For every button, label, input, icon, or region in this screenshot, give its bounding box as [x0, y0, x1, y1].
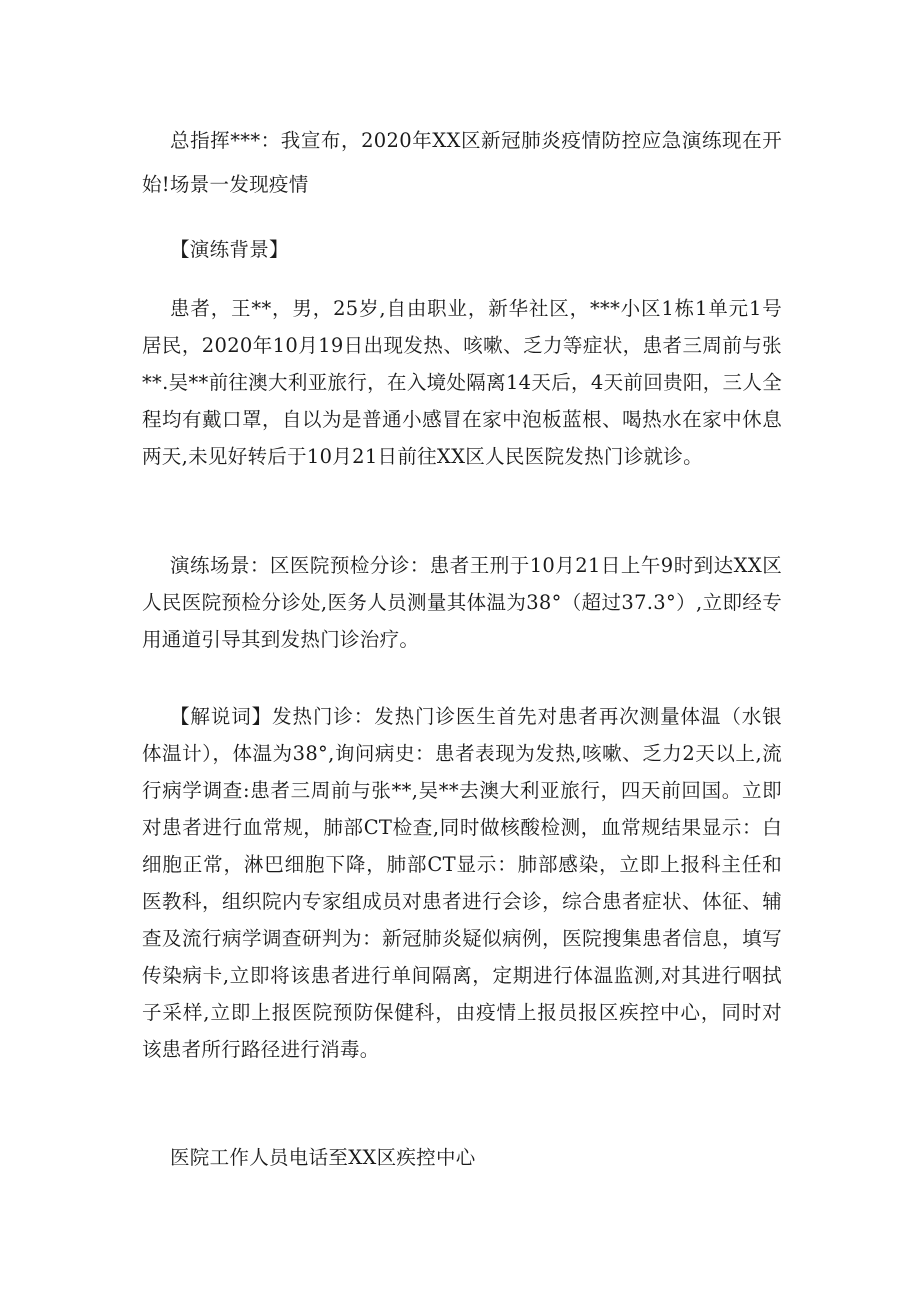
- paragraph-opening-announcement: 总指挥***：我宣布，2020年XX区新冠肺炎疫情防控应急演练现在开始!场景一发现疫情: [142, 129, 782, 196]
- paragraph-drill-background-heading: 【演练背景】: [170, 238, 289, 261]
- paragraph-drill-scenario: 演练场景：区医院预检分诊：患者王刑于10月21日上午9时到达XX区人民医院预检分诊处,医务人员测量其体温为38°（超过37.3°）,立即经专用通道引导其到发热门诊治疗。: [142, 554, 782, 651]
- paragraph-commentary-fever-clinic: 【解说词】发热门诊：发热门诊医生首先对患者再次测量体温（水银体温计），体温为38°,询问病史：患者表现为发热,咳嗽、乏力2天以上,流行病学调查:患者三周前与张**,吴**去澳大利亚旅行，四天前回国。立即对患者进行血常规，肺部CT检查,同时做核酸检测，血常规结果显示：白细胞正常，淋巴细胞下降，肺部CT显示：肺部感染，立即上报科主任和医教科，组织院内专家组成员对患者进行会诊，综合患者症状、体征、辅查及流行病学调查研判为：新冠肺炎疑似病例，医院搜集患者信息，填写传染病卡,立即将该患者进行单间隔离，定期进行体温监测,对其进行咽拭子采样,立即上报医院预防保健科，由疫情上报员报区疾控中心，同时对该患者所行路径进行消毒。: [142, 705, 782, 1061]
- paragraph-patient-background: 患者，王**，男，25岁,自由职业，新华社区，***小区1栋1单元1号居民，2020年10月19日出现发热、咳嗽、乏力等症状，患者三周前与张**.吴**前往澳大利亚旅行，在入境处隔离14天后，4天前回贵阳，三人全程均有戴口罩，自以为是普通小感冒在家中泡板蓝根、喝热水在家中休息两天,未见好转后于10月21日前往XX区人民医院发热门诊就诊。: [142, 297, 782, 468]
- paragraph-hospital-call-cdc: 医院工作人员电话至XX区疾控中心: [170, 1146, 476, 1169]
